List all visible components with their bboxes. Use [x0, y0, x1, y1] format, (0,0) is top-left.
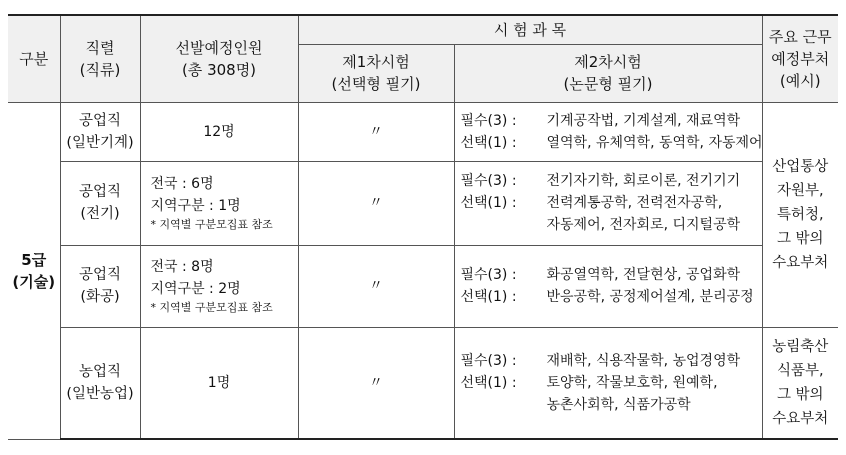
quota-cell: 전국 : 8명 지역구분 : 2명 * 지역별 구분모집표 참조: [140, 245, 298, 327]
header-subjects: 시 험 과 목: [298, 15, 762, 44]
exam1-cell: 〃: [298, 161, 454, 245]
table-row: [8, 245, 838, 327]
exam1-cell: 〃: [298, 327, 454, 439]
quota-cell: 12명: [140, 102, 298, 161]
position-cell: 공업직 (화공): [60, 245, 140, 327]
header-exam1: 제1차시험 (선택형 필기): [298, 44, 454, 102]
position-cell: 공업직 (전기): [60, 161, 140, 245]
position-cell: 공업직 (일반기계): [60, 102, 140, 161]
quota-cell: 전국 : 6명 지역구분 : 1명 * 지역별 구분모집표 참조: [140, 161, 298, 245]
table-row: [8, 161, 838, 245]
exam1-cell: 〃: [298, 102, 454, 161]
table-row: [8, 102, 838, 161]
exam2-cell: 필수(3) : 재배학, 식용작물학, 농업경영학 선택(1) : 토양학, 작물보호학, 원예학, 농촌사회학, 식품가공학: [454, 327, 762, 439]
header-category: 구분: [8, 15, 60, 102]
exam2-cell: 필수(3) : 화공열역학, 전달현상, 공업화학 선택(1) : 반응공학, 공정제어설계, 분리공정: [454, 245, 762, 327]
table-row: [8, 327, 838, 439]
quota-cell: 1명: [140, 327, 298, 439]
header-position: 직렬 (직류): [60, 15, 140, 102]
exam1-cell: 〃: [298, 245, 454, 327]
exam2-cell: 필수(3) : 기계공작법, 기계설계, 재료역학 선택(1) : 열역학, 유체역학, 동역학, 자동제어: [454, 102, 762, 161]
exam-table: [8, 14, 838, 440]
header-departments: 주요 근무 예정부처 (예시): [762, 15, 838, 102]
category-cell: 5급 (기술): [8, 102, 60, 439]
departments-cell: 산업통상 자원부, 특허청, 그 밖의 수요부처: [762, 102, 838, 327]
exam2-cell: 필수(3) : 전기자기학, 회로이론, 전기기기 선택(1) : 전력계통공학, 전력전자공학, 자동제어, 전자회로, 디지털공학: [454, 161, 762, 245]
header-exam2: 제2차시험 (논문형 필기): [454, 44, 762, 102]
position-cell: 농업직 (일반농업): [60, 327, 140, 439]
header-quota: 선발예정인원 (총 308명): [140, 15, 298, 102]
departments-cell: 농림축산 식품부, 그 밖의 수요부처: [762, 327, 838, 439]
